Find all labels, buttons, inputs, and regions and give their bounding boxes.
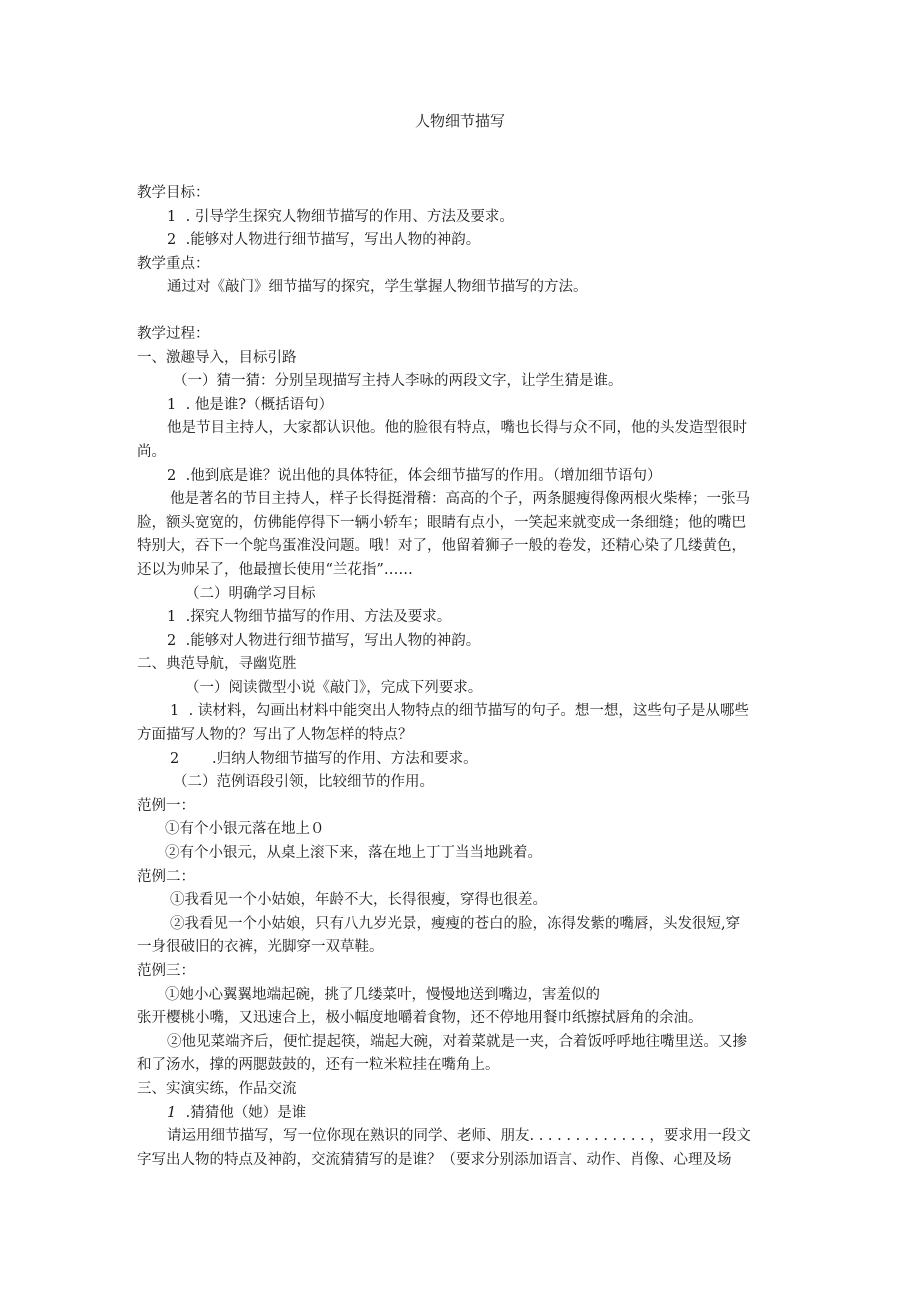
section2-sub2: （二）范例语段引领，比较细节的作用。 (173, 774, 434, 791)
task-item (137, 748, 787, 772)
paragraph-line: 尚。 (137, 443, 166, 460)
paragraph-line: 还以为帅呆了，他最擅长使用“兰花指”…… (137, 561, 413, 578)
task-number: 1 (170, 703, 180, 720)
goal-item (137, 630, 787, 654)
question-number: 1 (167, 396, 177, 413)
example-heading: 范例二： (137, 868, 195, 885)
section1-heading: 一、激趣导入，目标引路 (137, 349, 297, 366)
goal-item (137, 206, 787, 230)
task-text: .猜猜他（她）是谁 (181, 1104, 307, 1121)
document-body (137, 182, 787, 1172)
task-number: 2 (170, 750, 180, 767)
paragraph-line: 他是节目主持人，大家都认识他。他的脸很有特点，嘴也长得与众不同，他的头发造型很时 (167, 420, 747, 437)
section2-heading: 二、典范导航，寻幽览胜 (137, 656, 297, 673)
section1-sub2: （二）明确学习目标 (185, 585, 316, 602)
example-line: ②我看见一个小姑娘，只有八九岁光景，瘦瘦的苍白的脸，冻得发紫的嘴唇，头发很短,穿 (170, 915, 741, 932)
example-line: ②他见菜端齐后，便忙提起筷，端起大碗，对着菜就是一夹，合着饭呼呼地往嘴里送。又掺 (167, 1033, 747, 1050)
question-item (137, 465, 787, 489)
goal-item (137, 606, 787, 630)
example-heading: 范例三： (137, 963, 195, 979)
paragraph-line: 他是著名的节目主持人，样子长得挺滑稽：高高的个子，两条腿瘦得像两根火柴棒；一张马 (170, 491, 750, 508)
goal-number: 2 (167, 232, 177, 249)
example-line: ①她小心翼翼地端起碗，挑了几缕菜叶，慢慢地送到嘴边，害羞似的 (165, 986, 600, 1003)
task-text: . 读材料，勾画出材料中能突出人物特点的细节描写的句子。想一想，这些句子是从哪些 (184, 703, 749, 720)
goal-number: 2 (167, 632, 177, 649)
example-line: 张开樱桃小嘴，又迅速合上，极小幅度地嚼着食物，还不停地用餐巾纸擦拭唇角的余油。 (137, 1010, 703, 1027)
question-number: 2 (167, 467, 177, 484)
process-heading: 教学过程： (137, 325, 210, 342)
example-line: ②有个小银元，从桌上滚下来，落在地上丁丁当当地跳着。 (165, 845, 542, 862)
question-text: . 他是谁?（概括语句） (181, 396, 334, 413)
example-line: ①有个小银元落在地上０ (165, 821, 325, 838)
task-text: .归纳人物细节描写的作用、方法和要求。 (212, 750, 478, 767)
paragraph-line: 方面描写人物的？写出了人物怎样的特点？ (137, 727, 413, 744)
paragraph-line: 脸，额头宽宽的，仿佛能停得下一辆小轿车；眼睛有点小，一笑起来就变成一条细缝；他的嘴巴 (137, 514, 746, 531)
example-heading: 范例一： (137, 797, 195, 814)
question-item (137, 394, 787, 418)
goal-text: .探究人物细节描写的作用、方法及要求。 (181, 609, 452, 626)
example-line: ①我看见一个小姑娘，年龄不大，长得很瘦，穿得也很差。 (170, 892, 547, 909)
example-line: 和了汤水，撑的两腮鼓鼓的，还有一粒米粒挂在嘴角上。 (137, 1057, 500, 1074)
paragraph-line: 请运用细节描写，写一位你现在熟识的同学、老师、朋友. . . . . . . . . . . . . ，要求用一段文 (167, 1128, 751, 1145)
goal-text: .能够对人物进行细节描写，写出人物的神韵。 (181, 232, 481, 249)
spacer (137, 300, 787, 323)
goals-heading: 教学目标： (137, 185, 210, 201)
task-item (137, 700, 787, 724)
example-line: 一身很破旧的衣裤，光脚穿一双草鞋。 (137, 939, 384, 956)
goal-item (137, 229, 787, 253)
focus-heading: 教学重点： (137, 255, 210, 272)
section3-heading: 三、实演实练，作品交流 (137, 1080, 297, 1097)
goal-number: 1 (167, 609, 177, 626)
question-text: .他到底是谁？说出他的具体特征，体会细节描写的作用。（增加细节语句） (181, 467, 662, 484)
task-item (137, 1102, 787, 1126)
goal-number: 1 (167, 208, 177, 225)
goal-text: . 引导学生探究人物细节描写的作用、方法及要求。 (181, 208, 514, 225)
section2-sub1: （一）阅读微型小说《敲门》，完成下列要求。 (185, 679, 483, 696)
paragraph-line: 特别大，吞下一个鸵鸟蛋准没问题。哦！对了，他留着狮子一般的卷发，还精心染了几缕黄色， (137, 538, 746, 555)
task-number: 1 (167, 1104, 177, 1121)
goal-text: .能够对人物进行细节描写，写出人物的神韵。 (181, 632, 481, 649)
paragraph-line: 字写出人物的特点及神韵，交流猜猜写的是谁？（要求分别添加语言、动作、肖像、心理及场 (137, 1151, 732, 1168)
document-title: 人物细节描写 (414, 112, 505, 130)
focus-text: 通过对《敲门》细节描写的探究，学生掌握人物细节描写的方法。 (167, 279, 588, 296)
section1-sub1: （一）猜一猜：分别呈现描写主持人李咏的两段文字，让学生猜是谁。 (173, 373, 623, 390)
